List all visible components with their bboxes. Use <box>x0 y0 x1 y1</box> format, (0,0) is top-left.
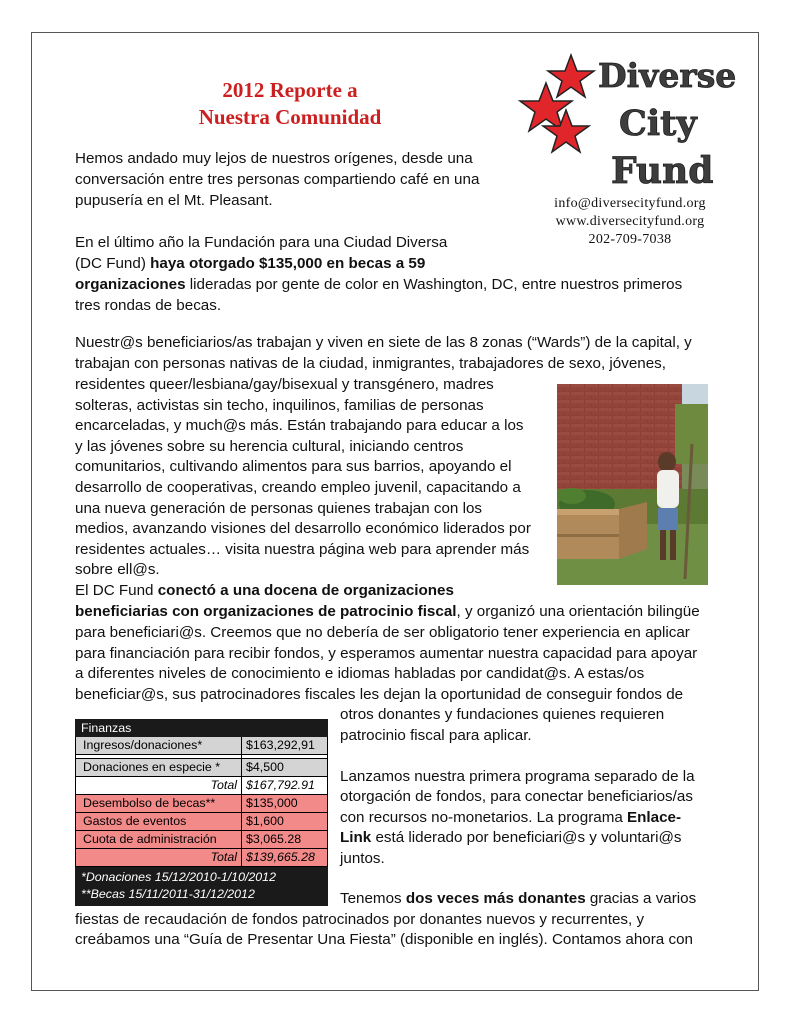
para5-line: otorgación de fondos, para conectar beneficiarios/as <box>340 788 693 805</box>
para3-line: desarrollo de cooperativas, creando empleo juvenil, capacitando a <box>75 479 521 496</box>
finance-label: Gastos de eventos <box>75 813 242 830</box>
para2-line <box>75 276 682 294</box>
table-row <box>75 737 328 755</box>
report-title-line2: Nuestra Comunidad <box>198 105 382 129</box>
table-row-total <box>75 849 328 867</box>
finances-header: Finanzas <box>75 719 328 737</box>
intro-line: pupusería en el Mt. Pleasant. <box>75 192 273 209</box>
table-row <box>75 831 328 849</box>
para4-line: para beneficiari@s. Creemos que no debería de ser obligatorio tener experiencia en aplicar <box>75 624 690 641</box>
finance-total-value: $167,792.91 <box>242 777 328 794</box>
para4-text: El DC Fund <box>75 582 158 599</box>
para4-line <box>75 603 700 621</box>
logo-word-diverse: Diverse <box>598 56 737 95</box>
finance-note: **Becas 15/11/2011-31/12/2012 <box>81 887 255 901</box>
para4-line: patrocinio fiscal para aplicar. <box>340 727 532 744</box>
star-icon <box>548 55 594 97</box>
contact-website[interactable]: www.diversecityfund.org <box>555 214 705 229</box>
para4-bold: conectó a una docena de organizaciones <box>157 582 454 599</box>
para4-text: , y organizó una orientación bilingüe <box>456 603 700 620</box>
finance-value: $3,065.28 <box>242 831 328 848</box>
para2-text: (DC Fund) <box>75 255 151 272</box>
logo-word-fund: Fund <box>611 150 714 192</box>
finance-value: $1,600 <box>242 813 328 830</box>
para2-text: lideradas por gente de color en Washington, DC, entre nuestros primeros <box>185 276 683 293</box>
para3-line: encarceladas, y much@s más. Están trabajando para educar a los <box>75 417 524 434</box>
para3-line: y las jóvenes sobre su herencia cultural, iniciando centros <box>75 438 464 455</box>
finance-label: Cuota de administración <box>75 831 242 848</box>
para6-bold: dos veces más donantes <box>405 890 586 907</box>
para3-line: sobre ell@s. <box>75 561 160 578</box>
para3-line: solteras, activistas sin techo, inquilinos, familias de personas <box>75 397 484 414</box>
finance-total-value: $139,665.28 <box>242 849 328 866</box>
para6-line <box>340 890 696 908</box>
finance-value: $163,292,91 <box>242 737 328 754</box>
finances-table <box>75 719 328 906</box>
para2-line: tres rondas de becas. <box>75 297 222 314</box>
finance-label: Donaciones en especie * <box>75 759 242 776</box>
table-row-total <box>75 777 328 795</box>
contact-email[interactable]: info@diversecityfund.org <box>554 196 706 211</box>
finances-notes <box>75 867 328 906</box>
para2-line <box>75 255 425 273</box>
para4-line: a diferentes niveles de conocimiento e idiomas habladas por candidat@s. A estas/os <box>75 665 645 682</box>
para2-bold: organizaciones <box>75 276 186 293</box>
para3-line: comunitarios, cultivando alimentos para sus barrios, apoyando el <box>75 458 512 475</box>
para2-line: En el último año la Fundación para una Ciudad Diversa <box>75 234 448 251</box>
para6-line: creábamos una “Guía de Presentar Una Fiesta” (disponible en inglés). Contamos ahora con <box>75 931 693 948</box>
para3-line: medios, avanzando visiones del desarrollo económico liderados por <box>75 520 531 537</box>
table-row <box>75 813 328 831</box>
para6-text: gracias a varios <box>585 890 697 907</box>
para4-bold: beneficiarias con organizaciones de patrocinio fiscal <box>75 603 457 620</box>
para5-line: Lanzamos nuestra primera programa separado de la <box>340 768 695 785</box>
para4-line: beneficiar@s, sus patrocinadores fiscales les dejan la oportunidad de conseguir fondos de <box>75 686 684 703</box>
finance-total-label: Total <box>75 777 242 794</box>
para3-line: residentes actuales… visita nuestra página web para aprender más <box>75 541 530 558</box>
program-name: Enlace- <box>627 809 682 826</box>
para3-line: una nueva generación de personas quienes trabajan con los <box>75 500 482 517</box>
para4-line: otros donantes y fundaciones quienes requieren <box>340 706 665 723</box>
para3-line: trabajan con personas nativas de la ciudad, inmigrantes, trabajadores de sexo, jóvenes, <box>75 355 666 372</box>
contact-phone: 202-709-7038 <box>588 232 672 247</box>
logo-word-city: City <box>619 103 697 144</box>
garden-photo <box>557 384 708 585</box>
para5-line: juntos. <box>340 850 385 867</box>
intro-line: Hemos andado muy lejos de nuestros orígenes, desde una <box>75 150 473 167</box>
para4-line <box>75 582 454 600</box>
spacer-cell <box>242 755 328 758</box>
finance-label: Desembolso de becas** <box>75 795 242 812</box>
intro-line: conversación entre tres personas compartiendo café en una <box>75 171 480 188</box>
finance-total-label: Total <box>75 849 242 866</box>
table-row <box>75 795 328 813</box>
spacer-cell <box>75 755 242 758</box>
finance-label: Ingresos/donaciones* <box>75 737 242 754</box>
para5-line <box>340 809 681 827</box>
stars-logo-graphic <box>516 55 737 192</box>
program-name: Link <box>340 829 372 846</box>
finance-value: $135,000 <box>242 795 328 812</box>
para5-line <box>340 829 682 847</box>
para5-text: está liderado por beneficiari@s y voluntari@s <box>371 829 682 846</box>
table-row <box>75 759 328 777</box>
report-title-line1: 2012 Reporte a <box>222 78 358 102</box>
para4-line: para financiación para recibir fondos, y esperamos aumentar nuestra capacidad para apoyar <box>75 645 698 662</box>
finance-note: *Donaciones 15/12/2010-1/10/2012 <box>81 870 276 884</box>
para6-text: Tenemos <box>340 890 406 907</box>
diverse-city-fund-logo <box>516 55 737 192</box>
para2-bold: haya otorgado $135,000 en becas a 59 <box>150 255 426 272</box>
para3-line: Nuestr@s beneficiarios/as trabajan y viven en siete de las 8 zonas (“Wards”) de la capital, y <box>75 334 692 351</box>
para3-line: residentes queer/lesbiana/gay/bisexual y transgénero, madres <box>75 376 494 393</box>
para5-text: con recursos no-monetarios. La programa <box>340 809 628 826</box>
para6-line: fiestas de recaudación de fondos patrocinados por donantes nuevos y recurrentes, y <box>75 911 645 928</box>
finance-value: $4,500 <box>242 759 328 776</box>
